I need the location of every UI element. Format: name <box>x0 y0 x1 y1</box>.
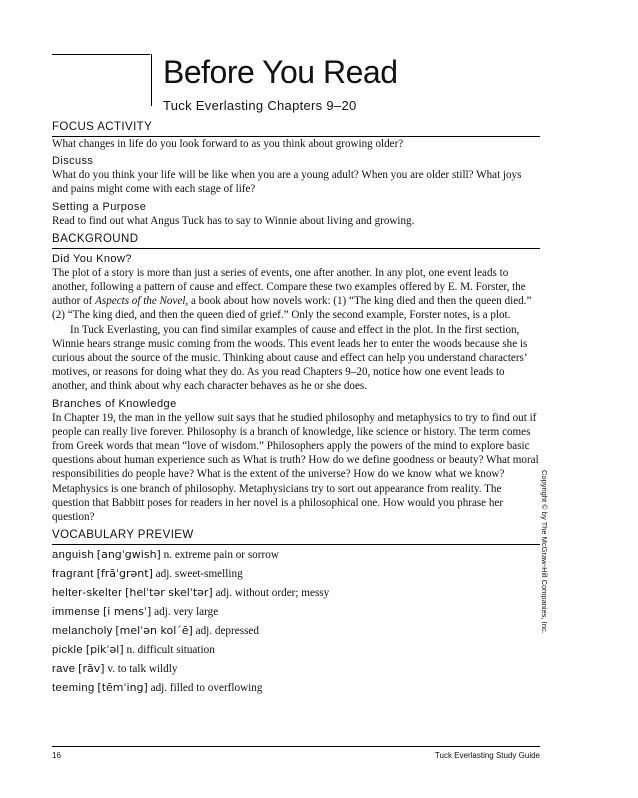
vocab-word: immense <box>52 606 101 619</box>
vocab-pronunciation: [helˈtər skelˈtər] <box>125 586 213 600</box>
focus-activity-heading: FOCUS ACTIVITY <box>52 120 540 137</box>
branches-text: In Chapter 19, the man in the yellow suit says that he studied philosophy and metaphysics to try to find out if people can really live forever. Philosophy is a branch of knowledge, like science or history. The term comes from Greek words that mean “love of wisdom.” Philosophers apply the powers of the mind to explore basic questions about human experience such as What is truth? How do we define goodness or beauty? What moral responsibilities do people have? What is the extent of the universe? How do we know what we know? Metaphysics is one branch of philosophy. Metaphysicians try to sort out appearance from reality. The question that Babbitt poses for readers in her novel is a philosophical one. How would you phrase her question? <box>52 411 539 524</box>
guide-title: Tuck Everlasting Study Guide <box>434 751 540 760</box>
branches-heading: Branches of Knowledge <box>52 397 177 410</box>
vocab-definition: n. difficult situation <box>126 644 215 657</box>
setting-purpose-text: Read to find out what Angus Tuck has to say to Winnie about living and growing. <box>52 214 415 227</box>
vocab-entry <box>52 564 540 583</box>
page-footer <box>52 746 540 760</box>
vocab-entry <box>52 602 540 621</box>
vocab-entry <box>52 621 540 640</box>
background-paragraph-1: The plot of a story is more than just a series of events, one after another. In any plot, one event leads to another, following a pattern of cause and effect. Compare these two examples offered by E. M. Forster, the author of Aspects of the Novel, a book about how novels work: (1) “The king died and then the queen died.” (2) “The king died, and then the queen died of grief.” Only the second example, Forster notes, is a plot. <box>52 266 532 322</box>
vocabulary-list <box>52 545 540 697</box>
vocab-entry <box>52 583 540 602</box>
background-heading: BACKGROUND <box>52 232 540 249</box>
vocab-definition: adj. sweet-smelling <box>155 568 243 581</box>
vocab-definition: v. to talk wildly <box>107 663 178 676</box>
vocab-definition: adj. without order; messy <box>215 587 330 600</box>
vocab-word: melancholy <box>52 625 113 638</box>
setting-purpose-heading: Setting a Purpose <box>52 200 147 213</box>
vocab-pronunciation: [pikˈəl] <box>85 643 124 657</box>
vocab-entry <box>52 545 540 564</box>
vocab-word: rave <box>52 663 76 676</box>
page-title: Before You Read <box>163 54 398 90</box>
vocab-definition: adj. very large <box>154 606 219 619</box>
vocabulary-heading: VOCABULARY PREVIEW <box>52 528 540 545</box>
discuss-heading: Discuss <box>52 155 94 168</box>
vocab-pronunciation: [rāv] <box>78 662 105 676</box>
page-subtitle: Tuck Everlasting Chapters 9–20 <box>163 98 357 113</box>
vocab-entry <box>52 640 540 659</box>
vocab-word: fragrant <box>52 568 94 581</box>
focus-question: What changes in life do you look forward to as you think about growing older? <box>52 138 404 150</box>
vocab-definition: adj. filled to overflowing <box>150 682 263 695</box>
discuss-text: What do you think your life will be like when you are a young adult? When you are older still? What joys and pains might come with each stage of life? <box>52 169 522 196</box>
vocab-definition: adj. depressed <box>195 625 259 638</box>
vocab-definition: n. extreme pain or sorrow <box>163 549 279 562</box>
vocab-entry <box>52 678 540 697</box>
copyright-notice: Copyright © by The McGraw-Hill Companies, Inc. <box>540 470 549 634</box>
vocab-pronunciation: [i mensˈ] <box>102 605 152 619</box>
main-content <box>52 120 540 697</box>
background-paragraph-2: In Tuck Everlasting, you can find similar examples of cause and effect in the plot. In the first section, Winnie hears strange music coming from the woods. This event leads her to enter the woods because she is curious about the source of the music. Thinking about cause and effect can help you understand characters’ motives, or reasons for doing what they do. As you read Chapters 9–20, notice how one event leads to another, and think about why each character behaves as he or she does. <box>52 323 528 393</box>
book-title-aspects: Aspects of the Novel, <box>95 295 189 308</box>
vocab-word: anguish <box>52 549 94 562</box>
vocab-pronunciation: [angˈgwish] <box>96 548 161 562</box>
header-vertical-rule <box>151 54 152 106</box>
header-rule <box>52 54 150 55</box>
vocab-word: helter-skelter <box>52 587 123 600</box>
book-title-tuck: Tuck Everlasting, <box>81 323 161 336</box>
vocab-pronunciation: [melˈən kolˊē] <box>115 624 193 638</box>
vocab-word: pickle <box>52 644 84 657</box>
page-number: 16 <box>52 751 61 760</box>
vocab-word: teeming <box>52 682 95 695</box>
did-you-know-heading: Did You Know? <box>52 252 132 265</box>
vocab-pronunciation: [frāˈgrənt] <box>96 567 153 581</box>
vocab-entry <box>52 659 540 678</box>
vocab-pronunciation: [tēmˈing] <box>97 681 148 695</box>
